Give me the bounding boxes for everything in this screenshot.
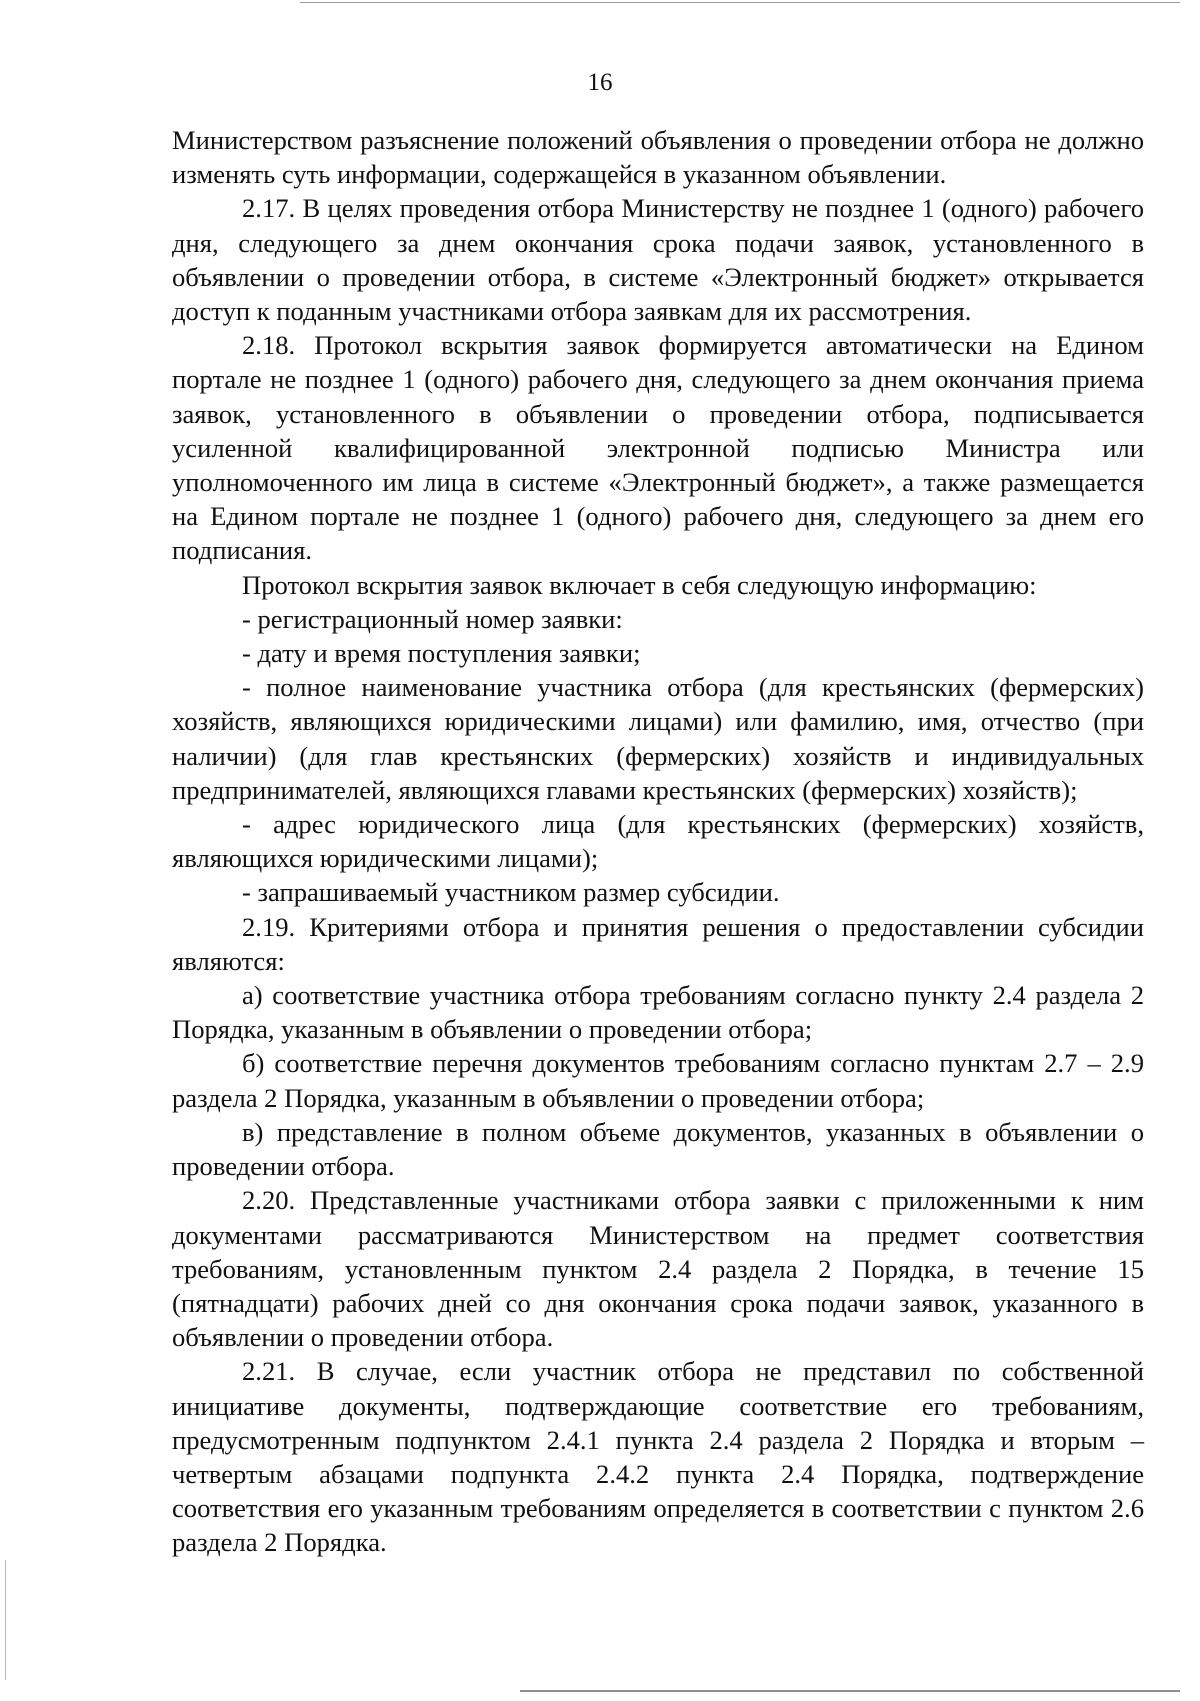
list-item: - регистрационный номер заявки: — [242, 603, 623, 634]
list-item: в) представление в полном объеме документов, указанных в объявлении о проведении отбора. — [172, 1116, 1144, 1182]
list-item: б) соответствие перечня документов требованиям согласно пунктам 2.7 – 2.9 раздела 2 Порядка, указанным в объявлении о проведении отбора; — [172, 1048, 1144, 1113]
scan-artifact-top-line — [300, 2, 1180, 3]
paragraph: 2.18. Протокол вскрытия заявок формируется автоматически на Едином портале не позднее 1 (одного) рабочего дня, следующего за днем окончания приема заявок, установленного в объявлении о проведении отбора, подписывается усиленной квалифицированной электронной подписью Министра или уполномоченного им лица в системе «Электронный бюджет», а также размещается на Едином портале не позднее 1 (одного) рабочего дня, следующего за днем его подписания. — [172, 330, 1144, 566]
paragraph: 2.20. Представленные участниками отбора заявки с приложенными к ним документами рассматриваются Министерством на предмет соответствия требованиям, установленным пунктом 2.4 раздела 2 Порядка, в течение 15 (пятнадцати) рабочих дней со дня окончания срока подачи заявок, указанного в объявлении о проведении отбора. — [172, 1185, 1144, 1353]
page-number: 16 — [587, 69, 613, 96]
paragraph: 2.21. В случае, если участник отбора не представил по собственной инициативе документы, подтверждающие соответствие его требованиям, предусмотренным подпунктом 2.4.1 пункта 2.4 раздела 2 Порядка и вторым – четвертым абзацами подпункта 2.4.2 пункта 2.4 Порядка, подтверждение соответствия его указанным требованиям определяется в соответствии с пунктом 2.6 раздела 2 Порядка. — [172, 1356, 1144, 1558]
document-body — [172, 123, 1144, 1560]
list-item: а) соответствие участника отбора требованиям согласно пункту 2.4 раздела 2 Порядка, указанным в объявлении о проведении отбора; — [172, 980, 1144, 1045]
list-item: - полное наименование участника отбора (для крестьянских (фермерских) хозяйств, являющихся юридическими лицами) или фамилию, имя, отчество (при наличии) (для глав крестьянских (фермерских) хозяйств и индивидуальных предпринимателей, являющихся главами крестьянских (фермерских) хозяйств); — [172, 672, 1144, 805]
paragraph: Протокол вскрытия заявок включает в себя следующую информацию: — [242, 569, 1037, 600]
list-item: - запрашиваемый участником размер субсидии. — [242, 877, 780, 908]
list-item: - адрес юридического лица (для крестьянских (фермерских) хозяйств, являющихся юридическими лицами); — [172, 809, 1144, 874]
scan-artifact-left-edge — [5, 1560, 6, 1680]
paragraph: Министерством разъяснение положений объявления о проведении отбора не должно изменять суть информации, содержащейся в указанном объявлении. — [172, 125, 1144, 190]
list-item: - дату и время поступления заявки; — [242, 638, 641, 669]
scan-artifact-bottom-line — [520, 1690, 1180, 1692]
paragraph: 2.19. Критериями отбора и принятия решения о предоставлении субсидии являются: — [172, 911, 1144, 976]
paragraph: 2.17. В целях проведения отбора Министерству не позднее 1 (одного) рабочего дня, следующего за днем окончания срока подачи заявок, установленного в объявлении о проведении отбора, в системе «Электронный бюджет» открывается доступ к поданным участниками отбора заявкам для их рассмотрения. — [172, 193, 1144, 327]
